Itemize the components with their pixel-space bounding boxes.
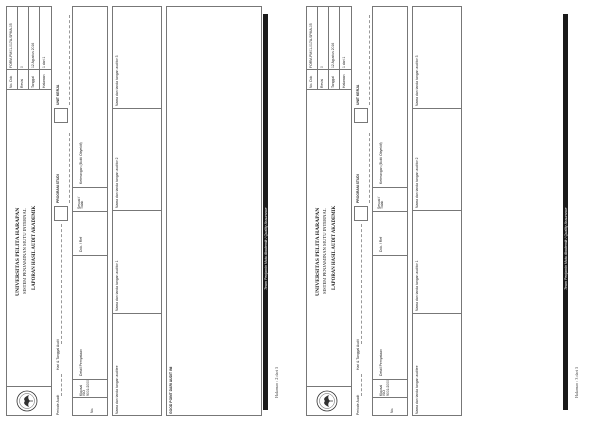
prodi-checkbox[interactable] bbox=[54, 206, 68, 221]
col-no: No. bbox=[90, 407, 94, 413]
audit-form-right bbox=[306, 6, 570, 416]
col-sesuai: Sesuai / Tidak bbox=[77, 196, 85, 209]
unit-kerja-label: UNIT KERJA bbox=[56, 84, 60, 105]
good-point-box bbox=[166, 6, 262, 416]
col-klausal: Klausal ISO 9001:2000 bbox=[79, 379, 90, 396]
system-name: SISTEM PENJAMINAN MUTU INTERNAL bbox=[22, 208, 27, 294]
audit-form-left bbox=[6, 6, 270, 416]
revisi-value: 0 bbox=[320, 66, 324, 68]
halaman-value: 1 dari 1 bbox=[42, 56, 46, 68]
signature-row bbox=[412, 6, 462, 416]
tanggal-label: Tanggal bbox=[31, 76, 35, 88]
university-logo-icon bbox=[16, 390, 38, 412]
report-title: LAPORAN HASIL AUDIT AKADEMIK bbox=[332, 205, 337, 290]
page-number: Halaman : 2 dari 5 bbox=[274, 366, 279, 398]
unit-kerja-label: UNIT KERJA bbox=[356, 84, 360, 105]
col-sesuai: Sesuai / Tidak bbox=[377, 196, 385, 209]
university-name: UNIVERSITAS PELITA HARAPAN bbox=[315, 207, 321, 296]
hari-tanggal-label: Hari & Tanggal Audit bbox=[56, 339, 60, 370]
halaman-label: Halaman bbox=[342, 74, 346, 88]
signature-row bbox=[112, 6, 162, 416]
col-keterangan: Keterangan (Bukti Obyektif) bbox=[79, 142, 83, 184]
tanggal-label: Tanggal bbox=[331, 76, 335, 88]
revisi-label: Revisi bbox=[20, 78, 24, 88]
auditee-sign-label: Nama dan tanda tangan auditee bbox=[115, 365, 119, 414]
col-keterangan: Keterangan (Bukti Obyektif) bbox=[379, 142, 383, 184]
doc-no-value: FORM-PM01-017A-SPMA-05 bbox=[9, 23, 13, 68]
prodi-checkbox[interactable] bbox=[354, 206, 368, 221]
col-detail: Detail Pernyataan bbox=[79, 349, 83, 376]
periode-label: Periode Audit bbox=[356, 394, 360, 415]
revisi-label: Revisi bbox=[320, 78, 324, 88]
col-no: No. bbox=[390, 407, 394, 413]
periode-label: Periode Audit bbox=[56, 394, 60, 415]
report-title: LAPORAN HASIL AUDIT AKADEMIK bbox=[32, 205, 37, 290]
doc-no-label: No. Dok bbox=[9, 75, 13, 88]
unit-kerja-checkbox[interactable] bbox=[354, 108, 368, 123]
tanggal-value: 12 Agustus 2016 bbox=[31, 42, 35, 68]
auditor1-sign-label: Nama dan tanda tangan auditor 1 bbox=[115, 260, 119, 311]
university-name: UNIVERSITAS PELITA HARAPAN bbox=[15, 207, 21, 296]
col-detail: Detail Pernyataan bbox=[379, 349, 383, 376]
side-bar-text: Team Penjamin Mutu Akademik / Quality Assurance bbox=[564, 207, 568, 290]
revisi-value: 0 bbox=[20, 66, 24, 68]
tanggal-value: 12 Agustus 2016 bbox=[331, 42, 335, 68]
auditor3-sign-label: Nama dan tanda tangan auditor 3 bbox=[415, 55, 419, 106]
unit-kerja-checkbox[interactable] bbox=[54, 108, 68, 123]
university-logo-icon bbox=[316, 390, 338, 412]
col-dok-ref: Dok. / Ref bbox=[379, 236, 383, 252]
side-bar-text: Team Penjamin Mutu Akademik / Quality Assurance bbox=[264, 207, 268, 290]
doc-no-value: FORM-PM01-017A-SPMA-05 bbox=[309, 23, 313, 68]
page-number: Halaman : 3 dari 5 bbox=[574, 366, 579, 398]
doc-no-label: No. Dok bbox=[309, 75, 313, 88]
halaman-value: 1 dari 1 bbox=[342, 56, 346, 68]
halaman-label: Halaman bbox=[42, 74, 46, 88]
form-page-right bbox=[300, 0, 600, 424]
col-klausal: Klausal ISO 9001:2000 bbox=[379, 379, 390, 396]
auditor1-sign-label: Nama dan tanda tangan auditor 1 bbox=[415, 260, 419, 311]
system-name: SISTEM PENJAMINAN MUTU INTERNAL bbox=[322, 208, 327, 294]
auditor3-sign-label: Nama dan tanda tangan auditor 3 bbox=[115, 55, 119, 106]
prodi-label: PROGRAM STUDI bbox=[356, 174, 360, 203]
col-dok-ref: Dok. / Ref bbox=[79, 236, 83, 252]
prodi-label: PROGRAM STUDI bbox=[56, 174, 60, 203]
good-point-label: GOOD POINT DARI AUDIT INI bbox=[169, 366, 173, 414]
auditee-sign-label: Nama dan tanda tangan auditee bbox=[415, 365, 419, 414]
auditor2-sign-label: Nama dan tanda tangan auditor 2 bbox=[415, 157, 419, 208]
auditor2-sign-label: Nama dan tanda tangan auditor 2 bbox=[115, 157, 119, 208]
hari-tanggal-label: Hari & Tanggal Audit bbox=[356, 339, 360, 370]
